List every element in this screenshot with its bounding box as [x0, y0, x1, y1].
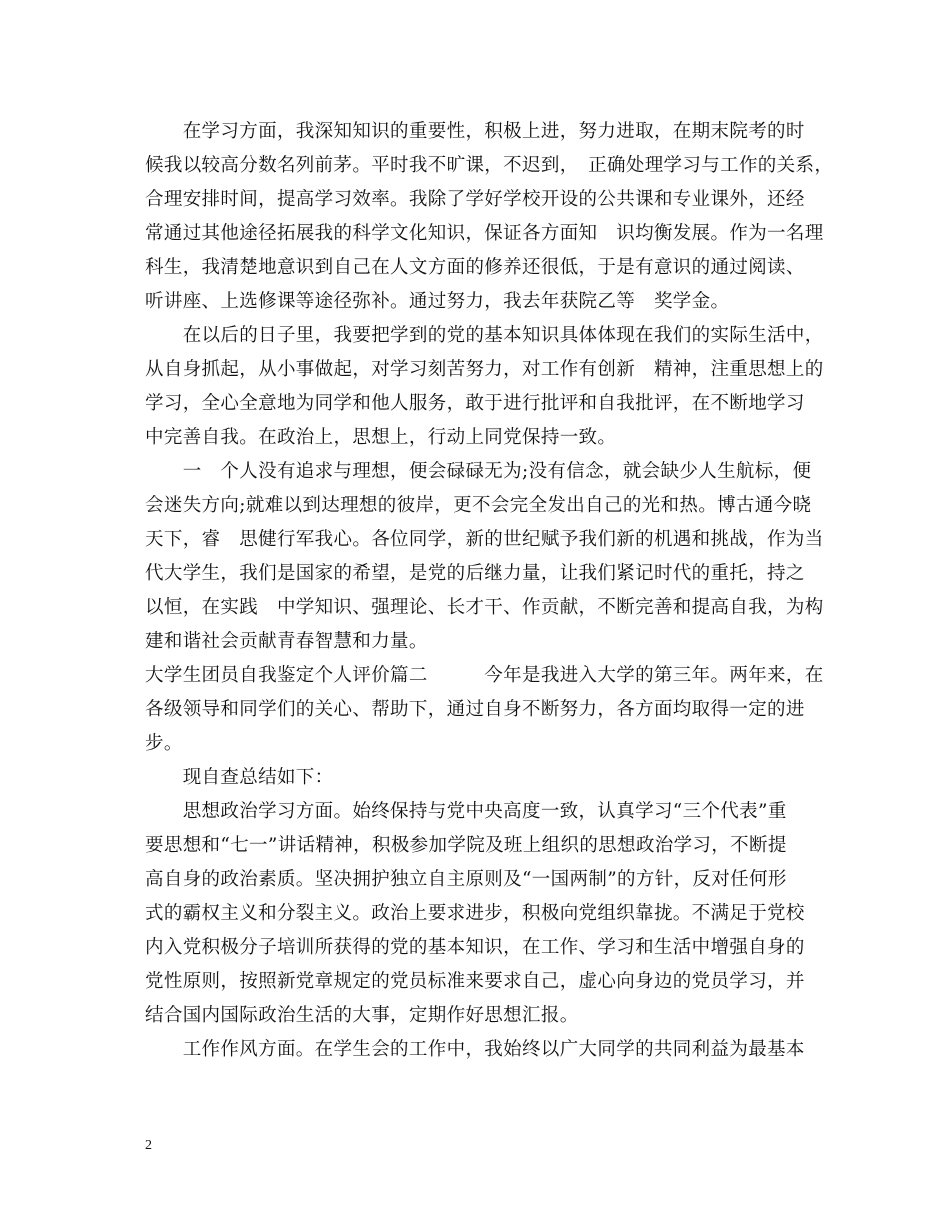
text-line: 会迷失方向;就难以到达理想的彼岸，更不会完全发出自己的光和热。博古通今晓	[145, 495, 812, 516]
text-line: 科生，我清楚地意识到自己在人文方面的修养还很低，于是有意识的通过阅读、	[145, 257, 805, 278]
text-line: 听讲座、上选修课等途径弥补。通过努力，我去年获院乙等 奖学金。	[145, 291, 730, 312]
text-line: 高自身的政治素质。坚决拥护独立自主原则及“一国两制”的方针，反对任何形	[145, 869, 787, 890]
text-line: 建和谐社会贡献青春智慧和力量。	[145, 631, 428, 652]
text-line: 学习，全心全意地为同学和他人服务，敢于进行批评和自我批评，在不断地学习	[145, 393, 805, 414]
text-line: 在学习方面，我深知知识的重要性，积极上进，努力进取，在期末院考的时	[145, 121, 805, 142]
text-line: 结合国内国际政治生活的大事，定期作好思想汇报。	[145, 1005, 579, 1026]
text-line: 内入党积极分子培训所获得的党的基本知识，在工作、学习和生活中增强自身的	[145, 937, 805, 958]
text-line: 常通过其他途径拓展我的科学文化知识，保证各方面知 识均衡发展。作为一名理	[145, 223, 824, 244]
page-number: 2	[145, 1138, 152, 1153]
text-line: 中完善自我。在政治上，思想上，行动上同党保持一致。	[145, 427, 617, 448]
text-line: 代大学生，我们是国家的希望，是党的后继力量，让我们紧记时代的重托，持之	[145, 563, 805, 584]
text-line: 各级领导和同学们的关心、帮助下，通过自身不断努力，各方面均取得一定的进	[145, 699, 805, 720]
text-line: 从自身抓起，从小事做起，对学习刻苦努力，对工作有创新 精神，注重思想上的	[145, 359, 824, 380]
text-line: 天下，睿 思健行军我心。各位同学，新的世纪赋予我们新的机遇和挑战，作为当	[145, 529, 824, 550]
text-line: 步。	[145, 733, 183, 754]
text-line: 思想政治学习方面。始终保持与党中央高度一致，认真学习“三个代表”重	[145, 801, 787, 822]
text-line: 以恒，在实践 中学知识、强理论、长才干、作贡献，不断完善和提高自我，为构	[145, 597, 824, 618]
text-line: 工作作风方面。在学生会的工作中，我始终以广大同学的共同利益为最基本	[145, 1039, 805, 1060]
section-heading-line: 大学生团员自我鉴定个人评价篇二 今年是我进入大学的第三年。两年来，在	[145, 665, 824, 686]
text-line: 一 个人没有追求与理想，便会碌碌无为;没有信念，就会缺少人生航标，便	[145, 461, 812, 482]
text-line: 候我以较高分数名列前茅。平时我不旷课，不迟到， 正确处理学习与工作的关系，	[145, 155, 834, 176]
text-line: 在以后的日子里，我要把学到的党的基本知识具体体现在我们的实际生活中，	[145, 325, 824, 346]
text-line: 式的霸权主义和分裂主义。政治上要求进步，积极向党组织靠拢。不满足于党校	[145, 903, 805, 924]
text-line: 党性原则，按照新党章规定的党员标准来要求自己，虚心向身边的党员学习，并	[145, 971, 805, 992]
text-line: 要思想和“七一”讲话精神，积极参加学院及班上组织的思想政治学习，不断提	[145, 835, 787, 856]
text-line: 合理安排时间，提高学习效率。我除了学好学校开设的公共课和专业课外，还经	[145, 189, 805, 210]
text-line: 现自查总结如下：	[145, 767, 334, 788]
